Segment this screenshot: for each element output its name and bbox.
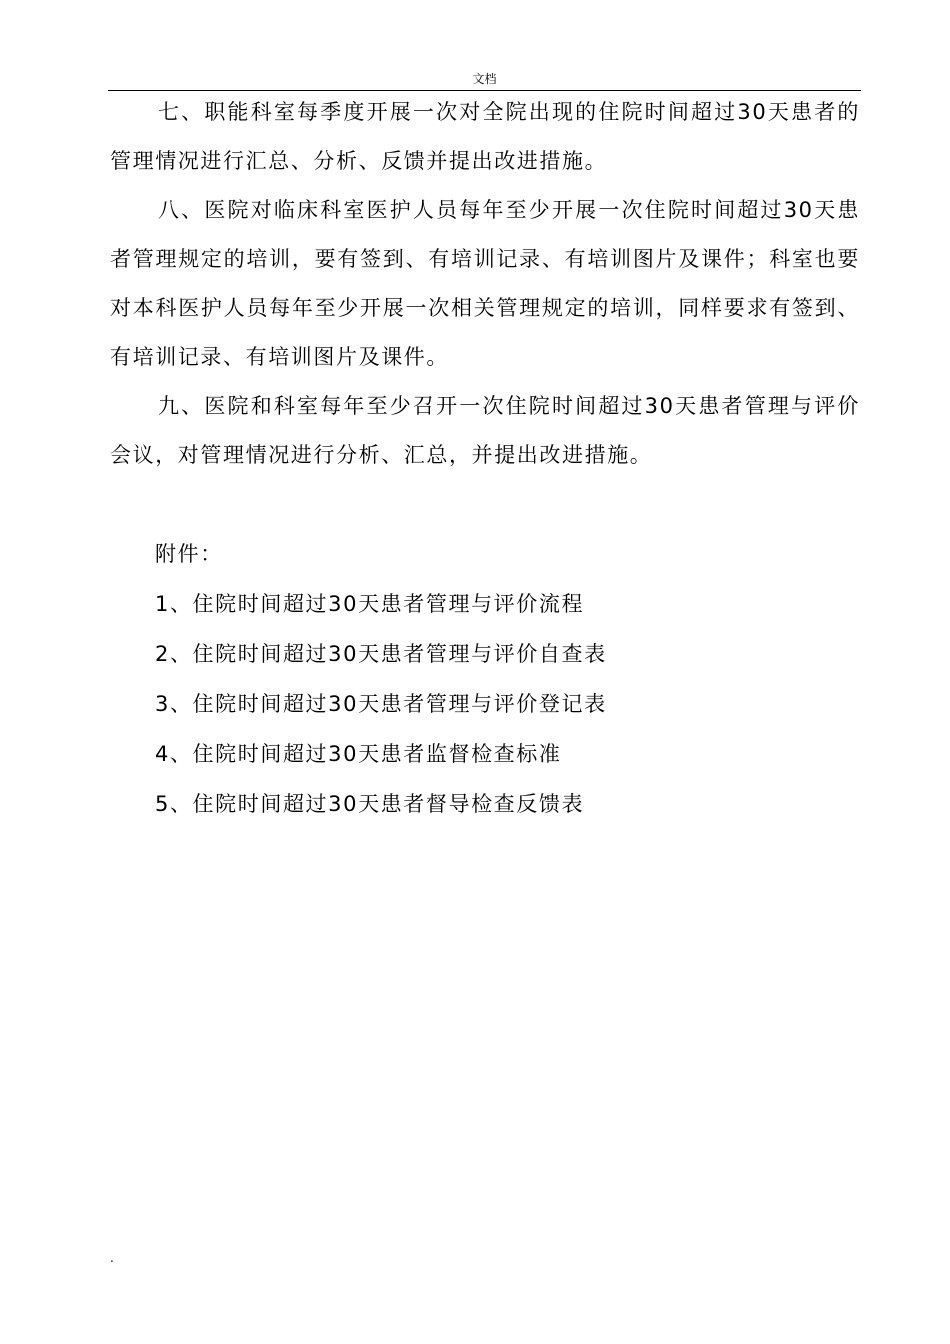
header-title: 文档: [472, 72, 497, 86]
attachments-section: [110, 529, 860, 829]
attachment-item: 3、住院时间超过30天患者管理与评价登记表: [155, 692, 607, 716]
attachment-item: 4、住院时间超过30天患者监督检查标准: [155, 742, 562, 766]
attachment-item: 2、住院时间超过30天患者管理与评价自查表: [155, 642, 607, 666]
attachments-heading: 附件：: [155, 542, 223, 566]
attachment-item: 1、住院时间超过30天患者管理与评价流程: [155, 592, 585, 616]
footer-mark: .: [110, 1251, 114, 1265]
paragraph-nine: 九、医院和科室每年至少召开一次住院时间超过30天患者管理与评价会议，对管理情况进行分析、汇总，并提出改进措施。: [110, 394, 860, 467]
paragraph-seven: 七、职能科室每季度开展一次对全院出现的住院时间超过30天患者的管理情况进行汇总、分析、反馈并提出改进措施。: [110, 100, 860, 173]
document-body: [110, 88, 860, 829]
paragraph-eight: 八、医院对临床科室医护人员每年至少开展一次住院时间超过30天患者管理规定的培训，要有签到、有培训记录、有培训图片及课件；科室也要对本科医护人员每年至少开展一次相关管理规定的培训，同样要求有签到、有培训记录、有培训图片及课件。: [110, 198, 860, 369]
attachment-item: 5、住院时间超过30天患者督导检查反馈表: [155, 792, 585, 816]
